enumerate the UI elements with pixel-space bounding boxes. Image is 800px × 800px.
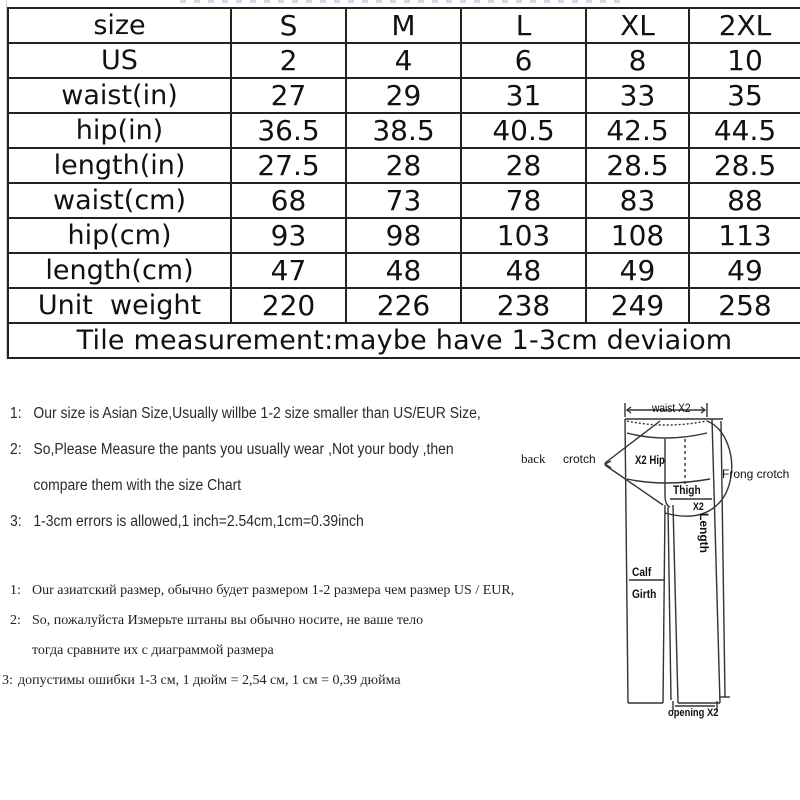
table-cell: 2	[231, 43, 346, 78]
table-row	[8, 43, 800, 78]
table-cell: 47	[231, 253, 346, 288]
table-cell: 220	[231, 288, 346, 323]
table-cell: 35	[689, 78, 800, 113]
table-cell: 78	[461, 183, 586, 218]
header-cell: size	[8, 8, 231, 43]
header-cell: 2XL	[689, 8, 800, 43]
thigh-x2-label: X2	[693, 501, 704, 513]
header-cell: L	[461, 8, 586, 43]
pants-outline-icon	[515, 395, 800, 725]
table-cell: 93	[231, 218, 346, 253]
table-cell: 68	[231, 183, 346, 218]
table-row	[8, 288, 800, 323]
pants-measurement-diagram	[515, 395, 800, 725]
table-cell: 48	[346, 253, 461, 288]
table-cell: 44.5	[689, 113, 800, 148]
table-cell: 33	[586, 78, 689, 113]
note-text: тогда сравните их с диаграммой размера	[32, 643, 274, 658]
opening-label: opening X2	[668, 707, 719, 719]
row-label: length(cm)	[8, 253, 231, 288]
table-cell: 28.5	[586, 148, 689, 183]
table-header-row	[8, 8, 800, 43]
english-notes	[10, 400, 481, 544]
table-cell: 29	[346, 78, 461, 113]
header-cell: M	[346, 8, 461, 43]
row-label: hip(in)	[8, 113, 231, 148]
note-number: 2:	[10, 613, 21, 628]
note-number: 1:	[10, 405, 22, 422]
table-cell: 258	[689, 288, 800, 323]
row-label: Unit weight	[8, 288, 231, 323]
table-cell: 226	[346, 288, 461, 323]
row-label: length(in)	[8, 148, 231, 183]
table-cell: 28	[461, 148, 586, 183]
note-text: 1-3cm errors is allowed,1 inch=2.54cm,1cm=0.39inch	[33, 513, 364, 530]
back-crotch-label-1: back	[521, 451, 546, 466]
table-cell: 27.5	[231, 148, 346, 183]
row-label: US	[8, 43, 231, 78]
table-cell: 28	[346, 148, 461, 183]
top-edge	[0, 0, 800, 7]
table-cell: 113	[689, 218, 800, 253]
table-cell: 98	[346, 218, 461, 253]
cropped-title-remnant	[180, 0, 620, 3]
front-crotch-label: Frong crotch	[722, 467, 790, 481]
row-label: waist(cm)	[8, 183, 231, 218]
table-row	[8, 183, 800, 218]
back-crotch-label-2: crotch	[563, 452, 596, 466]
note-line	[10, 472, 469, 508]
note-line	[10, 436, 469, 472]
table-cell: 48	[461, 253, 586, 288]
size-chart-table	[7, 7, 800, 359]
table-cell: 40.5	[461, 113, 586, 148]
note-number: 1:	[10, 583, 21, 598]
table-cell: 83	[586, 183, 689, 218]
note-text: So,Please Measure the pants you usually wear ,Not your body ,then	[33, 441, 454, 458]
table-cell: 249	[586, 288, 689, 323]
table-row	[8, 113, 800, 148]
note-text: Our азиатский размер, обычно будет размером 1-2 размера чем размер US / EUR,	[32, 583, 515, 598]
note-line	[10, 508, 469, 544]
table-cell: 31	[461, 78, 586, 113]
table-cell: 73	[346, 183, 461, 218]
note-number: 3:	[10, 513, 22, 530]
table-row	[8, 148, 800, 183]
table-footer-row	[8, 323, 800, 358]
measurement-note: Tile measurement:maybe have 1-3cm deviaiom	[8, 323, 800, 358]
note-text: Our size is Asian Size,Usually willbe 1-2 size smaller than US/EUR Size,	[33, 405, 481, 422]
table-cell: 27	[231, 78, 346, 113]
table-row	[8, 218, 800, 253]
table-cell: 108	[586, 218, 689, 253]
note-line	[10, 400, 481, 436]
girth-label: Girth	[632, 587, 657, 601]
note-number: 3:	[2, 673, 13, 688]
hip-label: X2 Hip	[635, 453, 665, 467]
row-label: waist(in)	[8, 78, 231, 113]
thigh-label: Thigh	[673, 483, 701, 497]
table-cell: 8	[586, 43, 689, 78]
table-cell: 238	[461, 288, 586, 323]
table-cell: 49	[586, 253, 689, 288]
table-cell: 4	[346, 43, 461, 78]
table-cell: 49	[689, 253, 800, 288]
table-row	[8, 253, 800, 288]
table-row	[8, 78, 800, 113]
table-cell: 28.5	[689, 148, 800, 183]
waist-label: waist X2	[652, 401, 691, 415]
table-cell: 88	[689, 183, 800, 218]
length-label: Length	[697, 513, 711, 553]
table-cell: 10	[689, 43, 800, 78]
note-text: допустимы ошибки 1-3 см, 1 дюйм = 2,54 см, 1 см = 0,39 дюйма	[18, 673, 401, 688]
header-cell: XL	[586, 8, 689, 43]
table-cell: 42.5	[586, 113, 689, 148]
table-cell: 38.5	[346, 113, 461, 148]
note-text: So, пожалуйста Измерьте штаны вы обычно носите, не ваше тело	[32, 613, 424, 628]
table-cell: 103	[461, 218, 586, 253]
note-text: compare them with the size Chart	[33, 477, 242, 494]
row-label: hip(cm)	[8, 218, 231, 253]
note-number: 2:	[10, 441, 22, 458]
header-cell: S	[231, 8, 346, 43]
table-cell: 36.5	[231, 113, 346, 148]
calf-label: Calf	[632, 565, 652, 579]
table-cell: 6	[461, 43, 586, 78]
